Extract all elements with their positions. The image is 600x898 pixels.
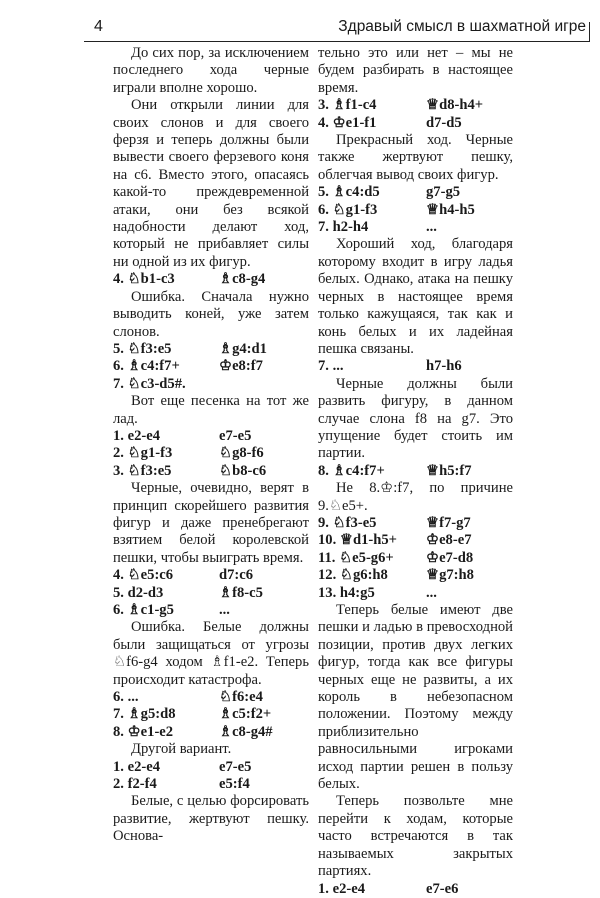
white-move: 7. ♗g5:d8 — [113, 706, 176, 723]
paragraph: Черные должны были развить фигуру, в данном случае слона f8 на g7. Это упущение будет стоить им партии. — [318, 375, 513, 462]
black-move: ♕d8-h4+ — [426, 97, 484, 114]
paragraph: Они открыли линии для своих слонов и для своего ферзя и теперь должны были вывести своего ферзевого коня на c6. Вместо этого, опасаясь какой-то преждевременной атаки, они без всякой надобности делают ход, который не прибавляет силы ни одной из их фигур. — [113, 97, 309, 270]
white-move: 5. d2-d3 — [113, 584, 164, 601]
move-row — [318, 515, 513, 532]
black-move: ... — [426, 584, 437, 601]
white-move: 6. ♗c4:f7+ — [113, 358, 180, 375]
paragraph: Ошибка. Белые должны были защищаться от угрозы ♘f6-g4 ходом ♗f1-e2. Теперь происходит катастрофа. — [113, 619, 309, 688]
black-move — [219, 376, 309, 393]
move-row — [318, 219, 513, 236]
black-move: e7-e5 — [219, 427, 252, 444]
black-move: ♘f6:e4 — [219, 689, 263, 706]
black-move: e5:f4 — [219, 776, 250, 793]
white-move: 11. ♘e5-g6+ — [318, 549, 394, 566]
black-move: g7-g5 — [426, 184, 461, 201]
white-move: 7. h2-h4 — [318, 219, 369, 236]
paragraph: Теперь белые имеют две пешки и ладью в превосходной позиции, против двух легких фигур, тогда как все фигуры черных еще не развиты, а их король в небезопасном положении. Поэтому между приблизительно равносильными игроками исход партии решен в пользу белых. — [318, 602, 513, 793]
move-row — [113, 428, 309, 445]
paragraph: Белые, с целью форсировать развитие, жертвуют пешку. Основа- — [113, 793, 309, 845]
paragraph: Прекрасный ход. Черные также жертвуют пешку, облегчая вывод своих фигур. — [318, 132, 513, 183]
black-move: e7-e6 — [426, 880, 459, 897]
page-number: 4 — [94, 18, 103, 35]
move-row — [113, 724, 309, 741]
black-move: ... — [426, 219, 437, 236]
black-move: ♔e8-e7 — [426, 532, 472, 549]
white-move: 8. ♔e1-e2 — [113, 723, 174, 740]
move-row — [318, 184, 513, 201]
move-row — [113, 602, 309, 619]
left-column — [113, 45, 309, 846]
white-move: 6. ... — [113, 689, 139, 706]
white-move: 7. ♘c3-d5#. — [113, 375, 186, 392]
paragraph: Не 8.♔:f7, по причине 9.♘e5+. — [318, 480, 513, 514]
black-move: ♕h5:f7 — [426, 462, 472, 479]
move-row — [113, 445, 309, 462]
white-move: 4. ♘e5:c6 — [113, 567, 174, 584]
white-move: 9. ♘f3-e5 — [318, 514, 377, 531]
black-move: e7-e5 — [219, 758, 252, 775]
header-rule — [84, 41, 590, 42]
white-move: 6. ♘g1-f3 — [318, 201, 378, 218]
book-title: Здравый смысл в шахматной игре — [338, 18, 586, 35]
white-move: 12. ♘g6:h8 — [318, 567, 388, 584]
white-move: 5. ♗c4:d5 — [318, 184, 380, 201]
paragraph: Теперь позвольте мне перейти к ходам, которые часто встречаются в так называемых закрытых партиях. — [318, 793, 513, 880]
black-move: ♗f8-c5 — [219, 584, 263, 601]
move-row — [113, 585, 309, 602]
black-move: ♔e8:f7 — [219, 358, 263, 375]
black-move: ... — [219, 602, 230, 618]
white-move: 5. ♘f3:e5 — [113, 340, 172, 357]
white-move: 2. f2-f4 — [113, 776, 157, 793]
move-row — [113, 376, 309, 393]
paragraph: тельно это или нет – мы не будем разбирать в настоящее время. — [318, 45, 513, 96]
move-row — [318, 585, 513, 602]
paragraph: Другой вариант. — [131, 741, 232, 758]
white-move: 1. e2-e4 — [113, 427, 161, 444]
right-column — [318, 45, 513, 898]
header-rule-tick — [589, 22, 590, 42]
white-move: 10. ♕d1-h5+ — [318, 532, 397, 549]
white-move: 4. ♘b1-c3 — [113, 271, 175, 288]
move-row — [318, 550, 513, 567]
white-move: 4. ♔e1-f1 — [318, 114, 377, 131]
move-row — [113, 689, 309, 706]
move-row — [318, 97, 513, 114]
move-row — [113, 706, 309, 723]
black-move: ♗g4:d1 — [219, 340, 267, 357]
black-move: ♔e7-d8 — [426, 549, 474, 566]
move-row — [113, 776, 309, 793]
paragraph: До сих пор, за исключением последнего хода черные играли вполне хорошо. — [113, 45, 309, 96]
move-row — [113, 463, 309, 480]
move-row — [318, 358, 513, 375]
black-move: ♕g7:h8 — [426, 567, 474, 584]
black-move: ♘b8-c6 — [219, 462, 267, 479]
paragraph: Ошибка. Сначала нужно выводить коней, уже затем слонов. — [113, 288, 309, 340]
black-move: ♕f7-g7 — [426, 514, 471, 531]
white-move: 3. ♘f3:e5 — [113, 462, 172, 479]
move-row — [318, 202, 513, 219]
move-row — [113, 341, 309, 358]
running-header — [84, 8, 590, 42]
black-move: d7-d5 — [426, 114, 462, 131]
paragraph: Вот еще песенка на тот же лад. — [113, 393, 309, 427]
move-row — [113, 567, 309, 584]
white-move: 2. ♘g1-f3 — [113, 445, 173, 462]
move-row — [113, 759, 309, 776]
paragraph: Черные, очевидно, верят в принцип скорейшего развития фигур и даже пренебрегают взятием белой королевской пешки, чтобы выиграть время. — [113, 480, 309, 566]
paragraph: Хороший ход, благодаря которому входит в игру ладья белых. Однако, атака на пешку черных в настоящее время только кажущаяся, так как и конь белых и их ладейная пешка связаны. — [318, 236, 513, 357]
move-row — [318, 881, 513, 898]
move-row — [113, 358, 309, 375]
move-row — [318, 115, 513, 132]
white-move: 3. ♗f1-c4 — [318, 97, 377, 114]
move-row — [318, 567, 513, 584]
black-move: ♗c8-g4# — [219, 723, 273, 740]
white-move: 1. e2-e4 — [113, 758, 161, 775]
move-row — [318, 463, 513, 480]
move-row — [318, 532, 513, 549]
white-move: 6. ♗c1-g5 — [113, 602, 174, 618]
black-move: ♗c5:f2+ — [219, 706, 272, 723]
black-move: ♗c8-g4 — [219, 271, 266, 288]
black-move: h7-h6 — [426, 358, 462, 375]
black-move: d7:c6 — [219, 567, 254, 584]
black-move: ♘g8-f6 — [219, 445, 264, 462]
white-move: 1. e2-e4 — [318, 880, 366, 897]
white-move: 8. ♗c4:f7+ — [318, 462, 385, 479]
white-move: 13. h4:g5 — [318, 584, 375, 601]
black-move: ♕h4-h5 — [426, 201, 475, 218]
move-row — [113, 271, 309, 288]
white-move: 7. ... — [318, 358, 344, 375]
